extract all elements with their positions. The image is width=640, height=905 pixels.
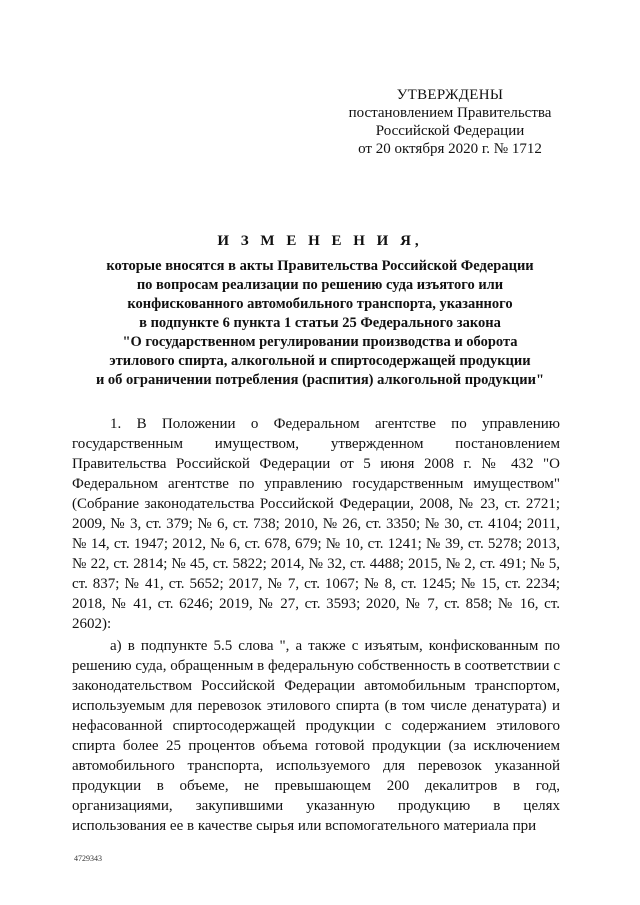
heading-line-5: "О государственном регулировании производства и оборота <box>122 334 518 350</box>
heading-line-2: по вопросам реализации по решению суда изъятого или <box>136 277 504 293</box>
document-body <box>72 414 560 836</box>
heading-line-4: в подпункте 6 пункта 1 статьи 25 Федерального закона <box>139 315 501 331</box>
heading-line-6: этилового спирта, алкогольной и спиртосодержащей продукции <box>109 353 531 369</box>
approval-line-3: от 20 октября 2020 г. № 1712 <box>358 141 542 157</box>
document-id: 4729343 <box>74 854 102 863</box>
approval-line-2: Российской Федерации <box>375 123 525 139</box>
heading-line-3: конфискованного автомобильного транспорта, указанного <box>127 296 513 312</box>
paragraph-2: а) в подпункте 5.5 слова ", а также с изъятым, конфискованным по решению суда, обращенным в федеральную собственность в соответствии с законодательством Российской Федерации автомобильным транспортом, используемым для перевозок этилового спирта (в том числе денатурата) и нефасованной спиртосодержащей продукции с содержанием этилового спирта более 25 процентов объема готовой продукции (за исключением автомобильного транспорта, используемого для перевозок указанной продукции в объеме, не превышающем 200 декалитров в год, организациями, закупившими указанную продукцию в целях использования ее в качестве сырья или вспомогательного материала при <box>72 638 560 834</box>
approval-stamp <box>330 86 570 158</box>
heading-line-7: и об ограничении потребления (распития) алкогольной продукции" <box>95 372 545 388</box>
paragraph-1: 1. В Положении о Федеральном агентстве по управлению государственным имуществом, утвержденном постановлением Правительства Российской Федерации от 5 июня 2008 г. № 432 "О Федеральном агентстве по управлению государственным имуществом" (Собрание законодательства Российской Федерации, 2008, № 23, ст. 2721; 2009, № 3, ст. 379; № 6, ст. 738; 2010, № 26, ст. 3350; № 30, ст. 4104; 2011, № 14, ст. 1947; 2012, № 6, ст. 678, 679; № 10, ст. 1241; № 39, ст. 5278; 2013, № 22, ст. 2814; № 45, ст. 5822; 2014, № 32, ст. 4488; 2015, № 2, ст. 491; № 5, ст. 837; № 41, ст. 5652; 2017, № 7, ст. 1067; № 8, ст. 1245; № 15, ст. 2234; 2018, № 41, ст. 6246; 2019, № 27, ст. 3593; 2020, № 7, ст. 858; № 16, ст. 2602): <box>72 416 560 632</box>
approval-line-1: постановлением Правительства <box>348 105 552 121</box>
document-heading <box>50 232 590 390</box>
approval-title: УТВЕРЖДЕНЫ <box>396 87 504 103</box>
heading-title: И З М Е Н Е Н И Я, <box>217 233 423 249</box>
heading-line-1: которые вносятся в акты Правительства Российской Федерации <box>106 258 534 274</box>
